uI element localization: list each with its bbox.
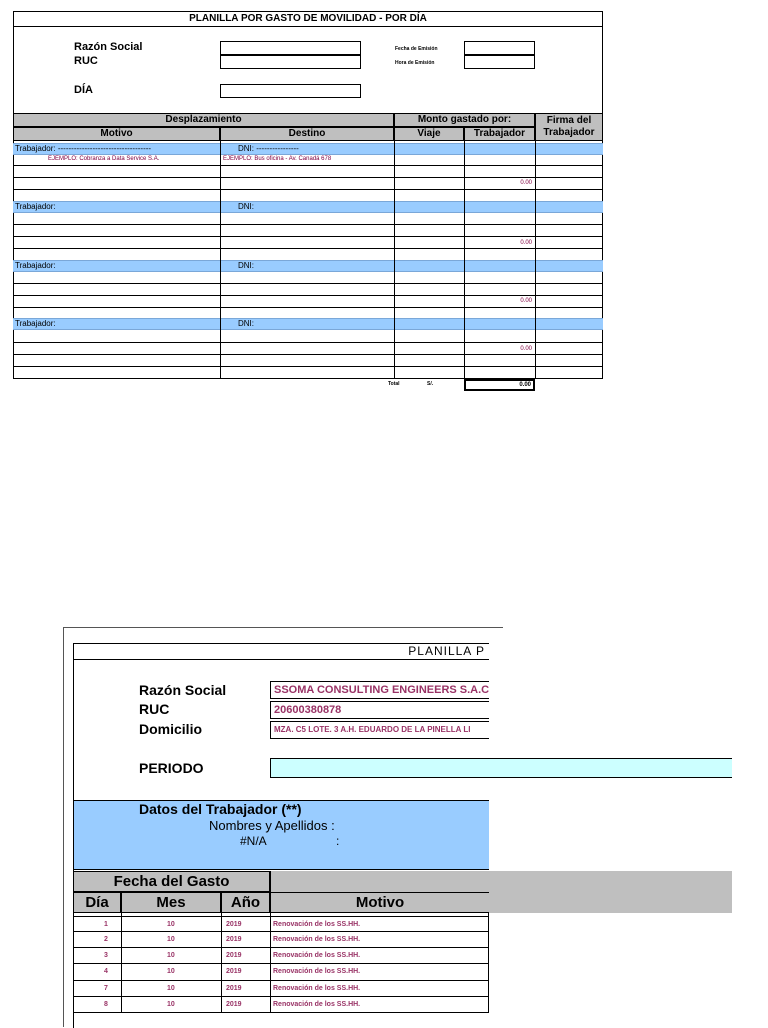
- subtotal: 0.00: [520, 346, 532, 352]
- row-divider: [13, 189, 603, 190]
- total-box: [464, 379, 535, 391]
- cell-dia: 4: [104, 968, 108, 975]
- domicilio-value[interactable]: MZA. C5 LOTE. 3 A.H. EDUARDO DE LA PINELLA LI: [270, 721, 489, 739]
- total-label: Total: [388, 381, 400, 387]
- row-divider: [13, 342, 603, 343]
- cell-motivo: Renovación de los SS.HH.: [273, 985, 361, 992]
- firma-header: [535, 113, 603, 141]
- dni-label: DNI:: [238, 202, 254, 211]
- row-divider: [73, 916, 489, 917]
- table-row[interactable]: [73, 932, 489, 948]
- dni-label: DNI:: [238, 261, 254, 270]
- col-divider: [221, 913, 222, 1012]
- table-row[interactable]: [73, 948, 489, 964]
- col-divider: [394, 141, 395, 379]
- fecha-emision-field[interactable]: [464, 41, 535, 55]
- col-divider: [535, 141, 536, 379]
- cell-motivo: Renovación de los SS.HH.: [273, 936, 361, 943]
- viaje-header: Viaje: [394, 127, 464, 141]
- row-divider: [13, 283, 603, 284]
- row-divider: [73, 931, 489, 932]
- col-divider: [220, 141, 221, 379]
- cell-anio: 2019: [226, 1001, 242, 1008]
- row-divider: [13, 295, 603, 296]
- row-divider: [73, 996, 489, 997]
- cell-motivo: Renovación de los SS.HH.: [273, 1001, 361, 1008]
- worker-band: [13, 201, 603, 213]
- col-divider: [464, 141, 465, 379]
- worker-band: [13, 260, 603, 272]
- nombres-label: Nombres y Apellidos :: [209, 818, 335, 833]
- cell-motivo: Renovación de los SS.HH.: [273, 968, 361, 975]
- row-divider: [13, 307, 603, 308]
- cell-mes: 10: [167, 985, 175, 992]
- cell-mes: 10: [167, 921, 175, 928]
- na-value: #N/A: [240, 834, 267, 848]
- form1-title: PLANILLA POR GASTO DE MOVILIDAD - POR DÍA: [13, 11, 603, 27]
- dia-header: Día: [73, 892, 121, 913]
- mes-header: Mes: [121, 892, 221, 913]
- col-divider: [270, 913, 271, 1012]
- fecha-emision-label: Fecha de Emisión: [395, 46, 438, 52]
- form2-title: PLANILLA P: [73, 643, 489, 660]
- dni-label: DNI:: [238, 319, 254, 328]
- destino-header: Destino: [220, 127, 394, 141]
- cell-anio: 2019: [226, 968, 242, 975]
- fecha-header: Fecha del Gasto: [73, 871, 270, 892]
- row-divider: [73, 963, 489, 964]
- ruc-value[interactable]: 20600380878: [270, 701, 489, 719]
- cell-dia: 7: [104, 985, 108, 992]
- ruc-label: RUC: [139, 701, 170, 717]
- razon-social-label: Razón Social: [139, 682, 227, 698]
- table-row[interactable]: [73, 964, 489, 980]
- cell-motivo: Renovación de los SS.HH.: [273, 952, 361, 959]
- anio-header: Año: [221, 892, 270, 913]
- worker-label: Trabajador: -----------------------------------: [15, 144, 152, 153]
- cell-mes: 10: [167, 952, 175, 959]
- trabajador-header: Trabajador: [464, 127, 535, 141]
- cell-mes: 10: [167, 936, 175, 943]
- razon-social-label: Razón Social: [74, 41, 143, 53]
- dia-label: DÍA: [74, 84, 93, 96]
- subtotal: 0.00: [520, 240, 532, 246]
- cell-dia: 1: [104, 921, 108, 928]
- cell-dia: 3: [104, 952, 108, 959]
- motivo-header: Motivo: [270, 892, 489, 913]
- periodo-field[interactable]: [270, 758, 732, 778]
- firma-header-line1: Firma del: [546, 115, 592, 126]
- worker-band: [13, 318, 603, 330]
- divider: [270, 871, 271, 892]
- row-divider: [13, 177, 603, 178]
- row-divider: [13, 248, 603, 249]
- worker-label: Trabajador:: [15, 319, 56, 328]
- colon: :: [336, 834, 340, 848]
- firma-header-line2: Trabajador: [543, 127, 595, 138]
- domicilio-label: Domicilio: [139, 721, 203, 737]
- row-divider: [13, 236, 603, 237]
- datos-trabajador-label: Datos del Trabajador (**): [139, 801, 302, 817]
- cell-mes: 10: [167, 1001, 175, 1008]
- periodo-label: PERIODO: [139, 760, 204, 776]
- subtotal: 0.00: [520, 180, 532, 186]
- row-divider: [13, 165, 603, 166]
- cell-mes: 10: [167, 968, 175, 975]
- row-divider: [13, 366, 603, 367]
- table-row[interactable]: [73, 997, 489, 1013]
- motivo-header: Motivo: [13, 127, 220, 141]
- row-divider: [13, 354, 603, 355]
- dni-label: DNI: ----------------: [238, 144, 299, 153]
- cell-dia: 2: [104, 936, 108, 943]
- example-motivo: EJEMPLO: Cobranza a Data Service S.A.: [48, 156, 160, 162]
- cell-anio: 2019: [226, 921, 242, 928]
- worker-label: Trabajador:: [15, 202, 56, 211]
- row-divider: [73, 1012, 489, 1013]
- subtotal: 0.00: [520, 298, 532, 304]
- monto-header: Monto gastado por:: [394, 113, 535, 127]
- row-divider: [73, 947, 489, 948]
- currency-label: S/.: [427, 381, 434, 387]
- worker-band: [13, 143, 603, 155]
- table-row[interactable]: [73, 981, 489, 997]
- ruc-label: RUC: [74, 55, 98, 67]
- row-divider: [13, 224, 603, 225]
- razon-social-field[interactable]: [220, 41, 361, 55]
- ruc-field[interactable]: [220, 55, 361, 69]
- hora-emision-label: Hora de Emisión: [395, 60, 435, 66]
- desplazamiento-header: Desplazamiento: [13, 113, 394, 127]
- hora-emision-field[interactable]: [464, 55, 535, 69]
- cell-anio: 2019: [226, 952, 242, 959]
- cell-motivo: Renovación de los SS.HH.: [273, 921, 361, 928]
- row-divider: [73, 980, 489, 981]
- col-divider: [488, 913, 489, 1012]
- cell-anio: 2019: [226, 985, 242, 992]
- cell-anio: 2019: [226, 936, 242, 943]
- example-destino: EJEMPLO: Bus oficina - Av. Canadá 678: [223, 156, 332, 162]
- col-divider: [121, 913, 122, 1012]
- cell-dia: 8: [104, 1001, 108, 1008]
- worker-label: Trabajador:: [15, 261, 56, 270]
- dia-field[interactable]: [220, 84, 361, 98]
- razon-social-value[interactable]: SSOMA CONSULTING ENGINEERS S.A.C: [270, 681, 489, 699]
- total-value: 0.00: [519, 382, 531, 388]
